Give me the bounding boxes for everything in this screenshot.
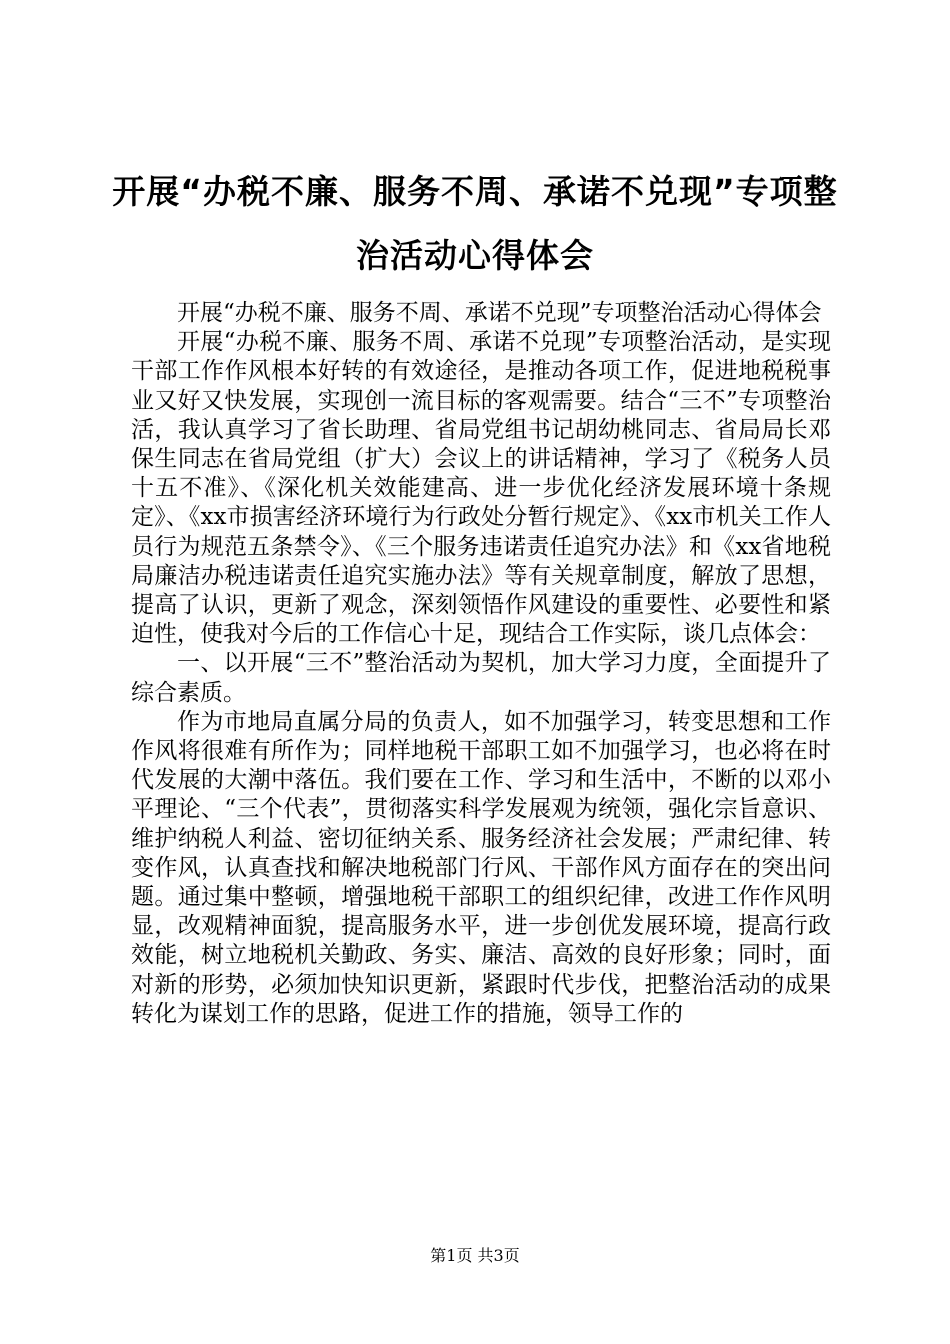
paragraph: 作为市地局直属分局的负责人，如不加强学习，转变思想和工作作风将很难有所作为；同样地税干部职工如不加强学习，也必将在时代发展的大潮中落伍。我们要在工作、学习和生活中，不断的以邓小平理论、“三个代表”，贯彻落实科学发展观为统领，强化宗旨意识、维护纳税人利益、密切征纳关系、服务经济社会发展；严肃纪律、转变作风，认真查找和解决地税部门行风、干部作风方面存在的突出问题。通过集中整顿，增强地税干部职工的组织纪律，改进工作作风明显，改观精神面貌，提高服务水平，进一步创优发展环境，提高行政效能，树立地税机关勤政、务实、廉洁、高效的良好形象；同时，面对新的形势，必须加快知识更新，紧跟时代步伐，把整治活动的成果转化为谋划工作的思路，促进工作的措施，领导工作的 xyxy=(131,708,831,1027)
paragraph: 开展“办税不廉、服务不周、承诺不兑现”专项整治活动心得体会 xyxy=(177,300,822,326)
page-number-footer: 第1页 共3页 xyxy=(430,1246,520,1265)
document-title: 开展“办税不廉、服务不周、承诺不兑现”专项整治活动心得体会 xyxy=(112,172,838,275)
paragraph: 一、以开展“三不”整治活动为契机，加大学习力度，全面提升了综合素质。 xyxy=(131,650,831,706)
paragraph: 开展“办税不廉、服务不周、承诺不兑现”专项整治活动，是实现干部工作作风根本好转的有效途径，是推动各项工作，促进地税税事业又好又快发展，实现创一流目标的客观需要。结合“三不”专项整治活，我认真学习了省长助理、省局党组书记胡幼桃同志、省局局长邓保生同志在省局党组（扩大）会议上的讲话精神，学习了《税务人员十五不准》、《深化机关效能建高、进一步优化经济发展环境十条规定》、《xx市损害经济环境行为行政处分暂行规定》、《xx市机关工作人员行为规范五条禁令》、《三个服务违诺责任追究办法》和《xx省地税局廉洁办税违诺责任追究实施办法》等有关规章制度，解放了思想，提高了认识，更新了观念，深刻领悟作风建设的重要性、必要性和紧迫性，使我对今后的工作信心十足，现结合工作实际，谈几点体会： xyxy=(131,329,831,648)
document-body xyxy=(131,299,831,1029)
